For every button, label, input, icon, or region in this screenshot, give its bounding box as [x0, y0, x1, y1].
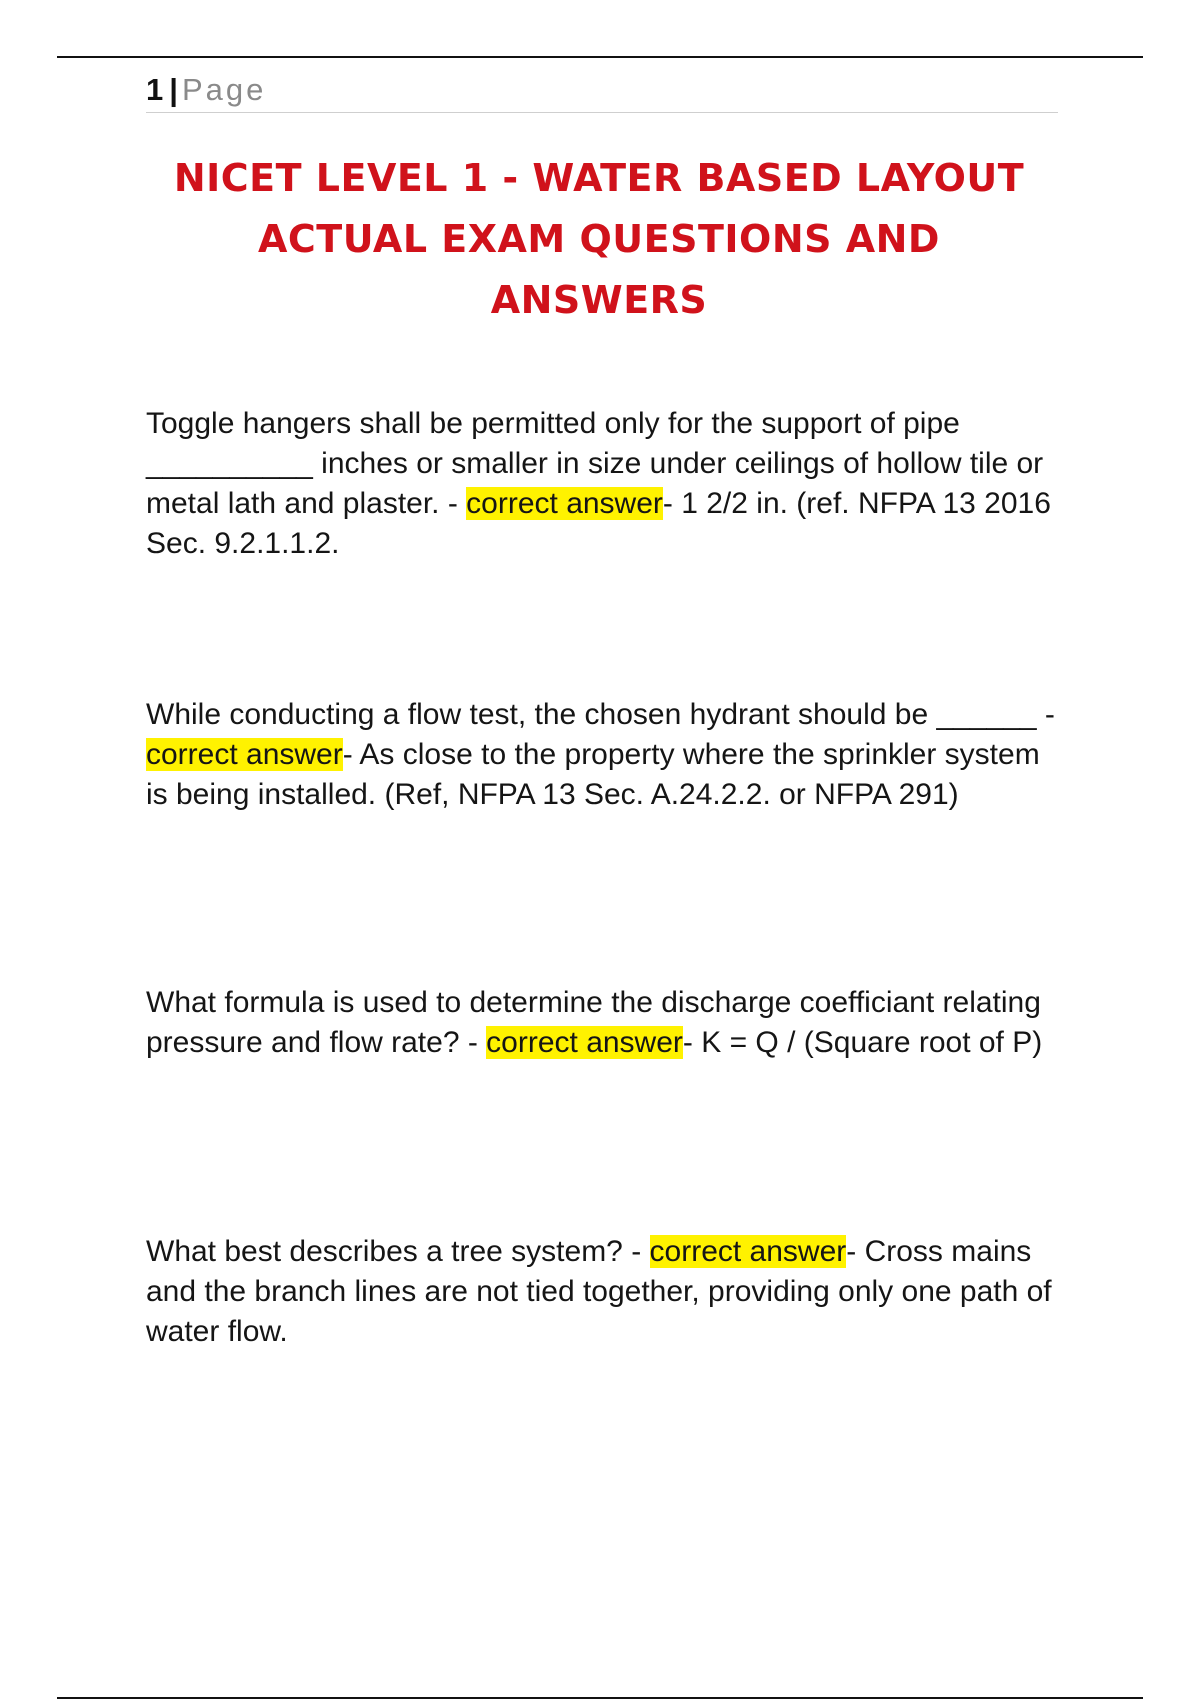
document-title: NICET LEVEL 1 - WATER BASED LAYOUT ACTUAL EXAM QUESTIONS AND ANSWERS: [173, 156, 1025, 322]
answer-text: - Cross mains and the branch lines are not tied together, providing only one path of water flow.: [146, 1235, 1052, 1348]
answer-highlight: correct answer: [466, 487, 663, 520]
question-text: What best describes a tree system? -: [146, 1235, 650, 1268]
qa-item: [146, 1232, 1066, 1352]
qa-item: [146, 983, 1066, 1063]
answer-highlight: correct answer: [486, 1026, 683, 1059]
question-text: What formula is used to determine the discharge coefficiant relating pressure and flow rate? -: [146, 986, 1041, 1059]
question-text: While conducting a flow test, the chosen hydrant should be ______ -: [146, 698, 1055, 731]
page-number: 1: [146, 72, 164, 107]
page-label: Page: [181, 72, 267, 107]
answer-highlight: correct answer: [649, 1235, 847, 1268]
answer-highlight: correct answer: [146, 738, 343, 771]
page-header: [146, 70, 1058, 113]
question-text: Toggle hangers shall be permitted only for the support of pipe __________ inches or smaller in size under ceilings of hollow tile or metal lath and plaster. -: [146, 407, 1044, 520]
answer-text: - As close to the property where the sprinkler system is being installed. (Ref, NFPA 13 Sec. A.24.2.2. or NFPA 291): [146, 738, 1040, 811]
bottom-rule: [57, 1697, 1143, 1699]
page-separator: |: [169, 72, 178, 107]
answer-text: - K = Q / (Square root of P): [682, 1026, 1043, 1059]
qa-item: [146, 404, 1066, 564]
qa-item: [146, 695, 1066, 815]
top-rule: [57, 56, 1143, 58]
answer-text: - 1 2/2 in. (ref. NFPA 13 2016 Sec. 9.2.1.1.2.: [146, 487, 1051, 560]
